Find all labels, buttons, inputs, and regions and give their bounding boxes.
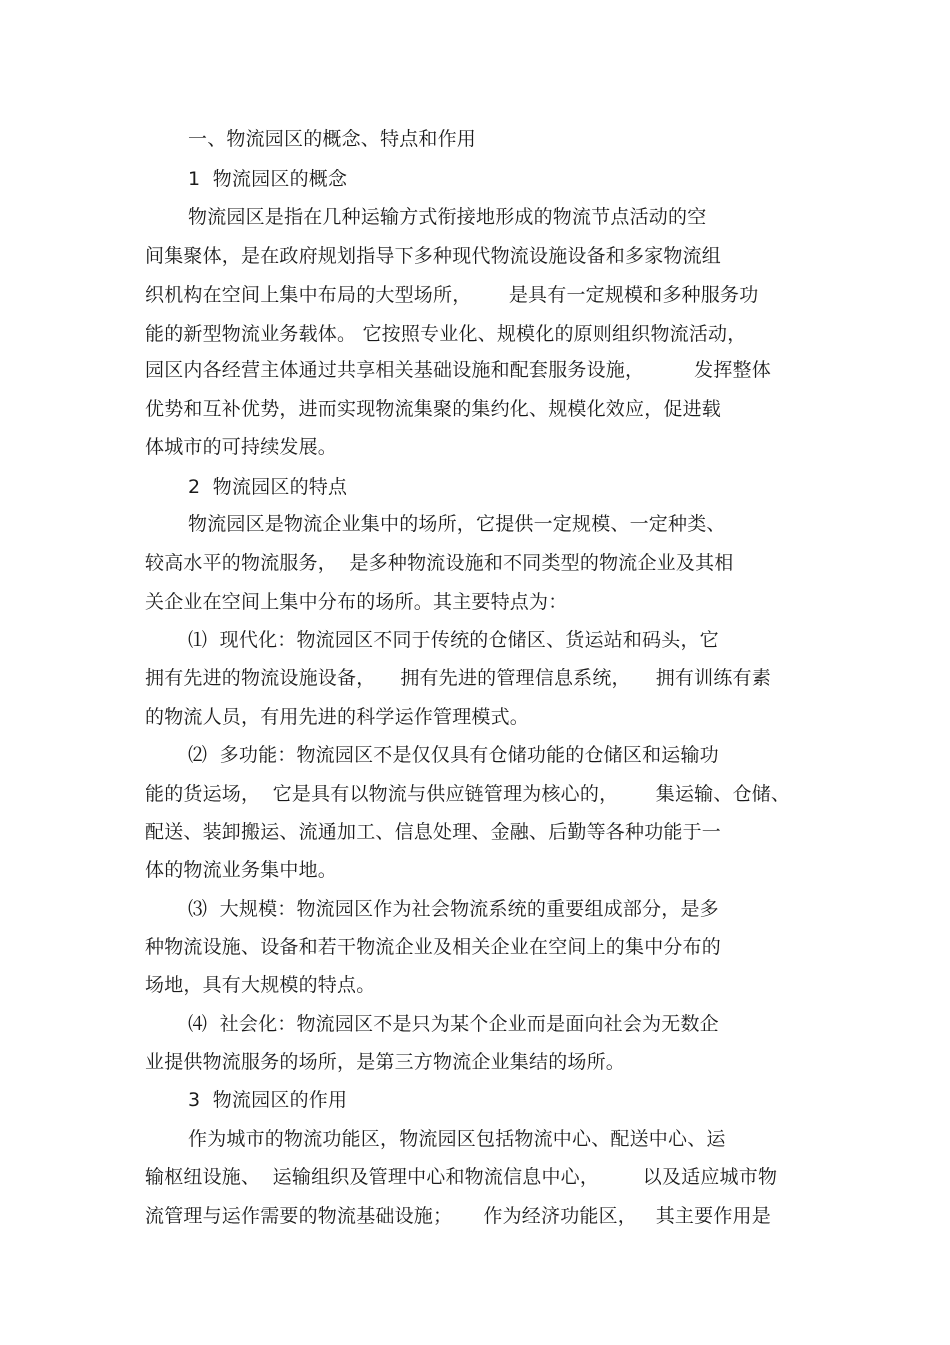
paragraph-line: 作为城市的物流功能区，物流园区包括物流中心、配送中心、运	[188, 1128, 726, 1150]
paragraph-line: 物流园区是指在几种运输方式衔接地形成的物流节点活动的空	[188, 206, 707, 228]
paragraph-line: 体的物流业务集中地。	[145, 859, 338, 881]
subheading-concept: 1 物流园区的概念	[188, 168, 348, 190]
paragraph-line: 优势和互补优势，进而实现物流集聚的集约化、规模化效应，促进载	[145, 398, 722, 420]
paragraph-line: 能的新型物流业务载体。 它按照专业化、规模化的原则组织物流活动，	[145, 323, 747, 345]
subheading-functions: 3 物流园区的作用	[188, 1089, 348, 1111]
paragraph-line: 场地，具有大规模的特点。	[145, 974, 376, 996]
paragraph-line: 输枢纽设施、 运输组织及管理中心和物流信息中心， 以及适应城市物	[145, 1166, 778, 1188]
paragraph-line: 较高水平的物流服务， 是多种物流设施和不同类型的物流企业及其相	[145, 552, 734, 574]
paragraph-line: 的物流人员，有用先进的科学运作管理模式。	[145, 706, 530, 728]
paragraph-line: 流管理与运作需要的物流基础设施； 作为经济功能区， 其主要作用是	[145, 1205, 771, 1227]
paragraph-line: 物流园区是物流企业集中的场所，它提供一定规模、一定种类、	[188, 513, 726, 535]
paragraph-line: 配送、装卸搬运、流通加工、信息处理、金融、后勤等各种功能于一	[145, 821, 722, 843]
subheading-features: 2 物流园区的特点	[188, 476, 348, 498]
paragraph-line: 关企业在空间上集中分布的场所。其主要特点为：	[145, 591, 568, 613]
paragraph-line: 园区内各经营主体通过共享相关基础设施和配套服务设施， 发挥整体	[145, 359, 771, 381]
list-item-multifunction: ⑵ 多功能：物流园区不是仅仅具有仓储功能的仓储区和运输功	[188, 744, 719, 766]
paragraph-line: 种物流设施、设备和若干物流企业及相关企业在空间上的集中分布的	[145, 936, 722, 958]
list-item-large-scale: ⑶ 大规模：物流园区作为社会物流系统的重要组成部分，是多	[188, 898, 719, 920]
paragraph-line: 业提供物流服务的场所，是第三方物流企业集结的场所。	[145, 1051, 626, 1073]
list-item-modernization: ⑴ 现代化：物流园区不同于传统的仓储区、货运站和码头，它	[188, 629, 719, 651]
paragraph-line: 织机构在空间上集中布局的大型场所， 是具有一定规模和多种服务功	[145, 284, 759, 306]
paragraph-line: 能的货运场， 它是具有以物流与供应链管理为核心的， 集运输、仓储、	[145, 783, 791, 805]
list-item-socialization: ⑷ 社会化：物流园区不是只为某个企业而是面向社会为无数企	[188, 1013, 719, 1035]
paragraph-line: 拥有先进的物流设施设备， 拥有先进的管理信息系统， 拥有训练有素	[145, 667, 771, 689]
paragraph-line: 间集聚体，是在政府规划指导下多种现代物流设施设备和多家物流组	[145, 245, 722, 267]
heading-section-1: 一、物流园区的概念、特点和作用	[188, 128, 477, 150]
paragraph-line: 体城市的可持续发展。	[145, 436, 338, 458]
